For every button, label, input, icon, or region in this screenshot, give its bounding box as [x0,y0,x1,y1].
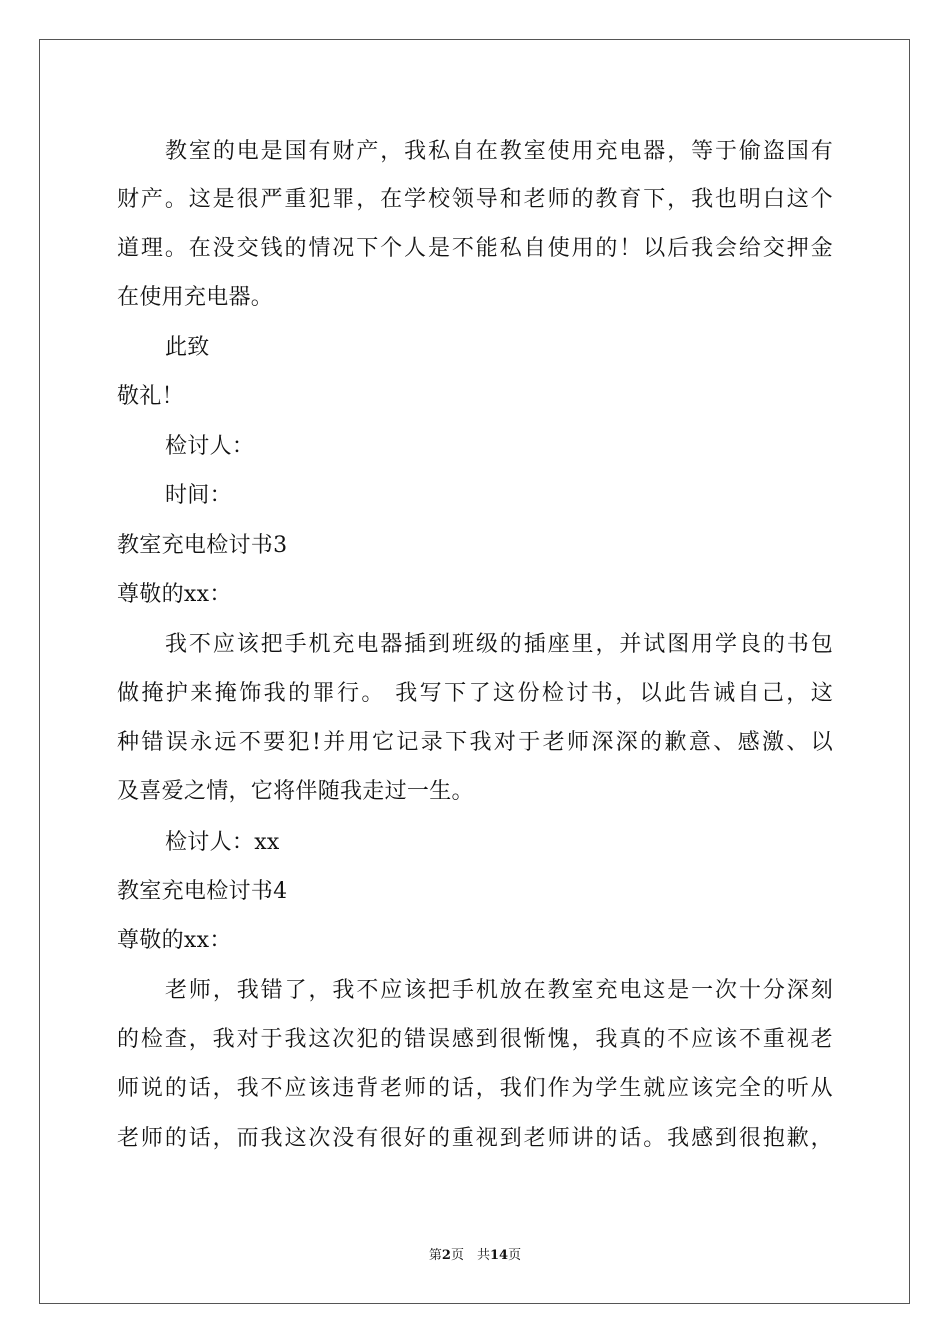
salutation: 尊敬的xx： [117,928,232,953]
closing-line: 此致 [165,335,210,360]
page-mid: 页 共 [450,1248,490,1263]
paragraph-line: 道理。在没交钱的情况下个人是不能私自使用的！以后我会给交押金 [117,236,833,261]
page-suffix: 页 [508,1248,522,1263]
paragraph-line: 在使用充电器。 [117,285,274,310]
signature-line: 检讨人：xx [165,830,280,855]
salutation: 尊敬的xx： [117,582,232,607]
section-title: 教室充电检讨书4 [117,879,288,904]
paragraph-line: 我不应该把手机充电器插到班级的插座里，并试图用学良的书包 [165,632,833,657]
signature-label: 检讨人： [165,434,255,459]
closing-regards: 敬礼！ [117,384,184,409]
paragraph-line: 老师，我错了，我不应该把手机放在教室充电这是一次十分深刻 [165,978,833,1003]
time-label: 时间： [165,483,232,508]
total-pages-number: 14 [489,1248,509,1263]
paragraph-line: 教室的电是国有财产，我私自在教室使用充电器，等于偷盗国有 [165,139,833,164]
paragraph-line: 老师的话，而我这次没有很好的重视到老师讲的话。我感到很抱歉， [117,1126,833,1151]
paragraph-line: 的检查，我对于我这次犯的错误感到很惭愧，我真的不应该不重视老 [117,1027,833,1052]
paragraph-line: 种错误永远不要犯!并用它记录下我对于老师深深的歉意、感激、以 [117,730,833,755]
paragraph-line: 师说的话，我不应该违背老师的话，我们作为学生就应该完全的听从 [117,1076,833,1101]
page-prefix: 第 [428,1248,442,1263]
current-page-number: 2 [441,1248,451,1263]
section-title: 教室充电检讨书3 [117,533,288,558]
page-border [39,39,910,1304]
paragraph-line: 及喜爱之情，它将伴随我走过一生。 [117,779,474,804]
paragraph-line: 财产。这是很严重犯罪，在学校领导和老师的教育下，我也明白这个 [117,187,833,212]
page-footer [0,1248,950,1264]
paragraph-line: 做掩护来掩饰我的罪行。 我写下了这份检讨书，以此告诫自己，这 [117,681,833,706]
